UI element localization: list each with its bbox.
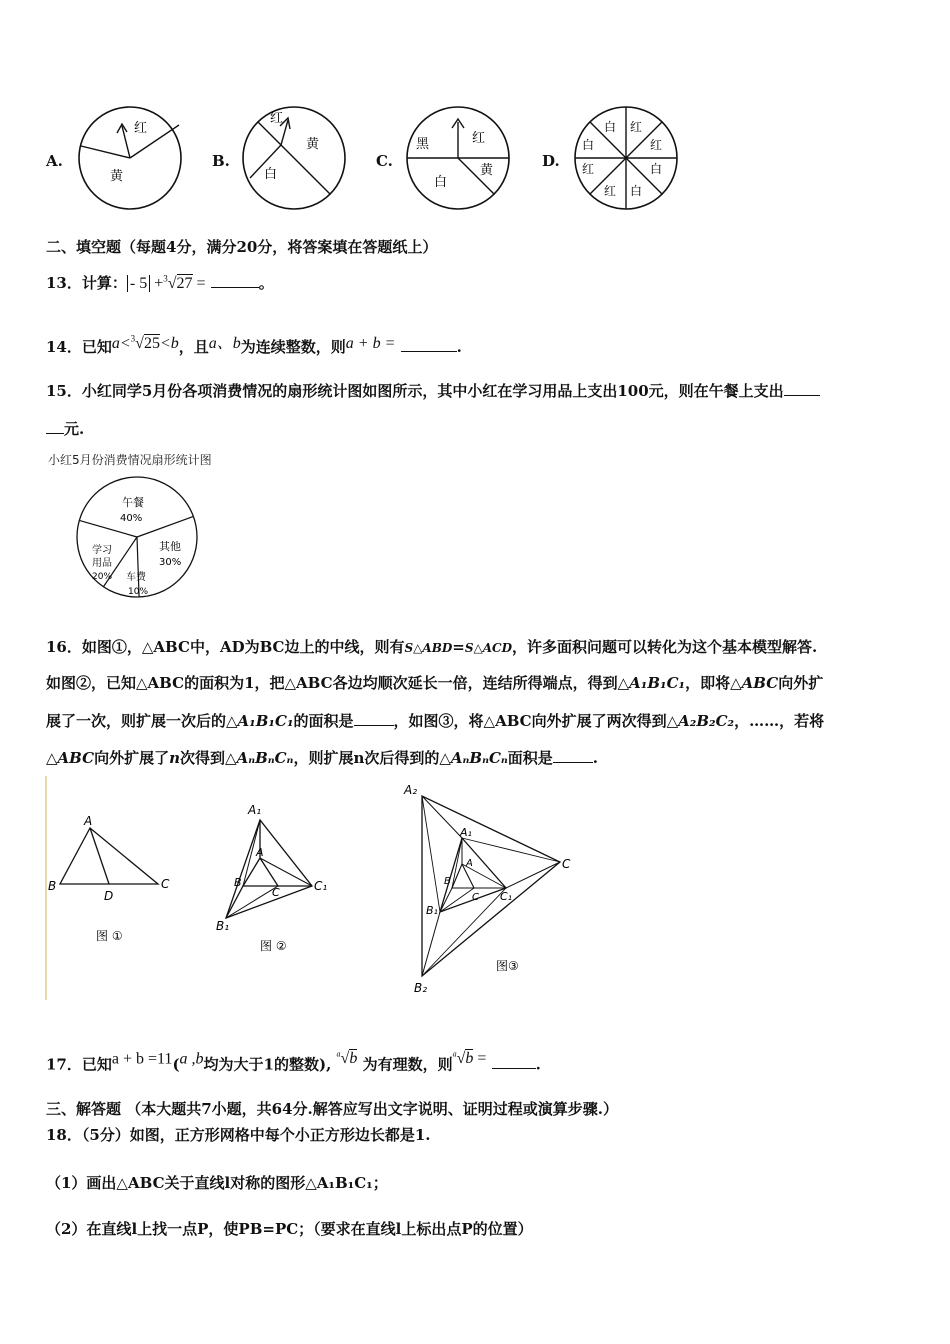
pie-label-study-b: 用品	[92, 558, 112, 569]
question-17: 17．已知a + b =11(a ,b均为大于1的整数), $^a$√b 为有理数，则$^a$√b = .	[46, 1050, 541, 1074]
question-16-line4: △ABC向外扩展了n次得到△AₙBₙCₙ，则扩展n次后得到的△AₙBₙCₙ面积是 .	[46, 749, 599, 767]
q13-answer-blank[interactable]	[211, 273, 259, 288]
spinner-b-yellow: 黄	[306, 137, 320, 152]
figure-2	[210, 798, 340, 958]
pie-title: 小红5月份消费情况扇形统计图	[48, 453, 212, 467]
spinner-c-yellow: 黄	[480, 163, 494, 178]
section-2-title: 二、填空题（每题4分，满分20分，将答案填在答题纸上）	[46, 238, 438, 256]
fig2-label-b: B	[234, 876, 242, 889]
fig3-label-c: C	[472, 892, 479, 903]
pie-label-fare: 车费	[126, 572, 146, 583]
fig2-label-b1: B₁	[216, 919, 230, 933]
fig1-label-a: A	[84, 814, 93, 828]
question-16-line3: 展了一次，则扩展一次后的△A₁B₁C₁的面积是 ，如图③，将△ABC向外扩展了两次得到△A₂B₂C₂，……，若将	[46, 712, 825, 730]
fig1-label-b: B	[48, 879, 57, 893]
question-15-line2: 元.	[46, 418, 84, 439]
spinner-a-red: 红	[134, 121, 148, 136]
fig2-label-a1: A₁	[248, 803, 262, 817]
option-c-label: C.	[376, 152, 393, 170]
fig2-caption: 图 ②	[260, 939, 287, 953]
option-d-label: D.	[542, 152, 560, 170]
spinner-d-s6: 红	[604, 184, 617, 198]
fig2-label-a: A	[256, 846, 264, 859]
spinner-d-s8: 白	[582, 138, 595, 152]
fig3-label-b2: B₂	[414, 981, 428, 995]
fig3-label-c2: C	[562, 857, 571, 871]
fig3-label-b1: B₁	[426, 904, 438, 917]
fig3-label-b: B	[444, 876, 451, 887]
q15-answer-blank-a[interactable]	[784, 381, 820, 396]
fig1-caption: 图 ①	[96, 929, 123, 943]
fig3-label-a1: A₁	[460, 826, 472, 839]
spinner-b-red: 红	[270, 111, 284, 126]
spinner-a-yellow: 黄	[110, 169, 124, 184]
spinner-d-s7: 红	[582, 162, 595, 176]
pie-chart	[72, 474, 202, 604]
q16-answer-blank-b[interactable]	[553, 748, 593, 763]
spinner-d-s2: 红	[630, 120, 643, 134]
spinner-c	[404, 104, 512, 212]
q17-answer-blank[interactable]	[492, 1054, 536, 1069]
spinner-b	[240, 104, 348, 212]
spinner-d-s5: 白	[630, 184, 643, 198]
fig3-caption: 图③	[496, 959, 519, 973]
pie-label-lunch: 午餐	[122, 496, 144, 509]
question-16-line2: 如图②，已知△ABC的面积为1，把△ABC各边均顺次延长一倍，连结所得端点，得到△A₁B₁C₁，即将△ABC向外扩	[46, 674, 824, 692]
fig3-label-c1: C₁	[500, 890, 513, 903]
fig3-label-a: A	[466, 858, 473, 869]
pie-pct-study: 20%	[92, 572, 113, 582]
pie-pct-lunch: 40%	[120, 513, 143, 524]
q16-answer-blank-a[interactable]	[354, 711, 394, 726]
spinner-c-black: 黑	[416, 137, 430, 152]
fig2-label-c: C	[272, 886, 280, 899]
fig1-label-c: C	[161, 877, 170, 891]
question-14: 14．已知a<$^3$√25<b，且a、b为连续整数，则a + b = .	[46, 333, 462, 356]
question-18-title: 18．（5分）如图，正方形网格中每个小正方形边长都是1.	[46, 1126, 431, 1144]
spinner-a	[76, 104, 184, 212]
spinner-b-white: 白	[264, 167, 278, 182]
section-3-title: 三、解答题 （本大题共7小题，共64分.解答应写出文字说明、证明过程或演算步骤.）	[46, 1100, 618, 1118]
spinner-d-s3: 红	[650, 138, 663, 152]
question-13: 13．计算： - 5 +$^3$√27 = 。	[46, 273, 274, 292]
spinner-c-red: 红	[472, 131, 486, 146]
q15-answer-blank-b[interactable]	[46, 419, 64, 434]
spinner-d-s1: 白	[604, 120, 617, 134]
spinner-d	[572, 104, 680, 212]
fig2-label-c1: C₁	[314, 879, 328, 893]
question-16-line1: 16．如图①，△ABC中，AD为BC边上的中线，则有S△ABD=S△ACD，许多面积问题可以转化为这个基本模型解答.	[46, 638, 818, 656]
question-18-part1: （1）画出△ABC关于直线l对称的图形△A₁B₁C₁；	[46, 1174, 388, 1192]
question-15-line1: 15．小红同学5月份各项消费情况的扇形统计图如图所示，其中小红在学习用品上支出100元，则在午餐上支出	[46, 380, 820, 401]
fig3-label-a2: A₂	[404, 783, 418, 797]
fig1-label-d: D	[104, 889, 114, 903]
pie-pct-fare: 10%	[128, 587, 149, 597]
pie-label-study-a: 学习	[92, 545, 112, 556]
q14-answer-blank[interactable]	[401, 337, 457, 352]
option-a-label: A.	[46, 152, 63, 170]
spinner-c-white: 白	[434, 175, 448, 190]
figure-1	[46, 810, 196, 950]
pie-pct-other: 30%	[159, 557, 182, 568]
figure-3	[398, 778, 588, 1000]
spinner-d-s4: 白	[650, 162, 663, 176]
option-b-label: B.	[212, 152, 230, 170]
pie-label-other: 其他	[159, 540, 181, 553]
question-18-part2: （2）在直线l上找一点P，使PB=PC；（要求在直线l上标出点P的位置）	[46, 1220, 533, 1238]
